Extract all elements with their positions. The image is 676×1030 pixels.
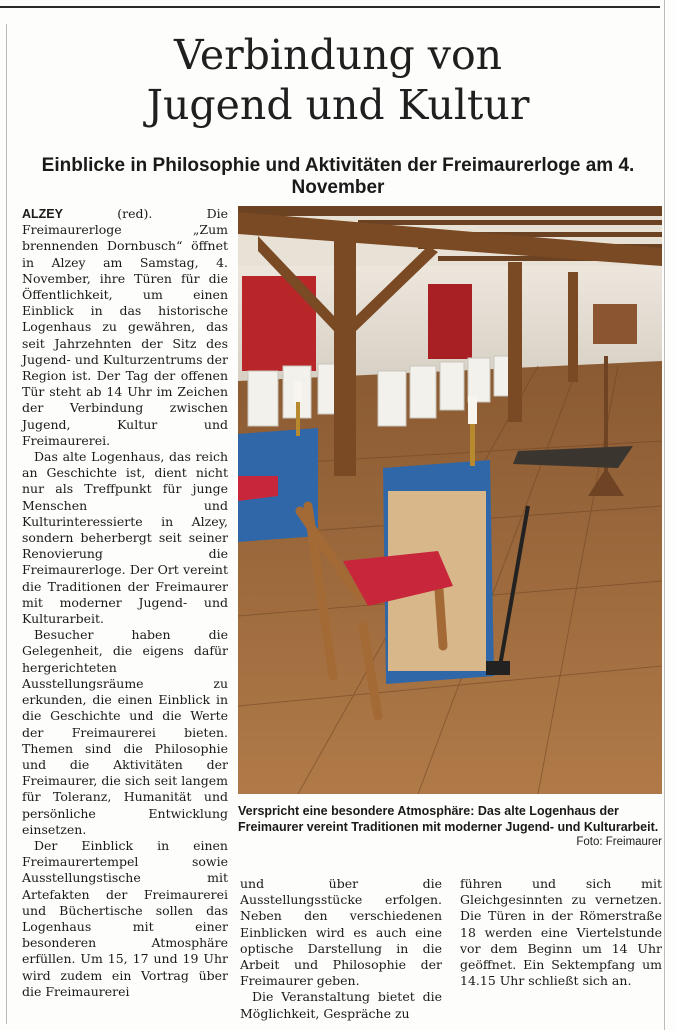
headline-line-1: Verbindung von — [173, 31, 503, 79]
photo-credit: Foto: Freimaurer — [576, 836, 662, 848]
text-column-2 — [240, 876, 442, 1022]
paragraph-4: Der Einblick in einen Freimaurertempel sowie Ausstellungstische mit Artefakten der Freimaurerei und Büchertische sollen das Logenhaus mit einer besonderen Atmosphäre erfüllen. Um 15, 17 und 19 Uhr wird zudem ein Vortrag über die Freimaurerei — [22, 837, 228, 999]
paragraph-5: und über die Ausstellungsstücke erfolgen. Neben den verschiedenen Einblicken wird es auch eine optische Darstellung in die Arbeit und Philosophie der Freimaurer geben. — [240, 876, 442, 989]
subheadline: Einblicke in Philosophie und Aktivitäten der Freimaurerloge am 4. November — [41, 155, 635, 198]
paragraph-3: Besucher haben die Gelegenheit, die eigens dafür hergerichteten Ausstellungsräume zu erkunden, die einen Einblick in die Geschichte und die Werte der Freimaurerei bieten. Themen sind die Philosophie und die Aktivitäten der Freimaurer, die sich seit langem für Toleranz, Humanität und persönliche Entwicklung einsetzen. — [22, 627, 228, 837]
dateline: ALZEY — [22, 207, 63, 221]
headline — [0, 30, 676, 130]
text-column-3 — [460, 876, 662, 989]
lodge-interior-illustration — [238, 206, 662, 794]
paragraph-1 — [22, 206, 228, 449]
photo-caption: Verspricht eine besondere Atmosphäre: Das alte Logenhaus der Freimaurer vereint Traditionen mit moderner Jugend- und Kulturarbeit. — [238, 804, 659, 834]
headline-line-2: Jugend und Kultur — [146, 81, 530, 129]
dateline-suffix: (red). — [62, 206, 207, 221]
paragraph-1-text: Die Freimaurerloge „Zum brennenden Dornbusch“ öffnet in Alzey am Samstag, 4. November, ihre Türen für die Öffentlichkeit, um einen Einblick in das historische Logenhaus zu gewähren, das seit Jahrzehnten der Sitz des Jugend- und Kulturzentrums der Region ist. Der Tag der offenen Tür steht ab 14 Uhr im Zeichen der Verbindung zwischen Jugend, Kultur und Freimaurerei. — [22, 206, 228, 448]
paragraph-7: führen und sich mit Gleichgesinnten zu vernetzen. Die Türen in der Römerstraße 18 werden eine Viertelstunde vor dem Beginn um 14 Uhr geöffnet. Ein Sektempfang um 14.15 Uhr schließt sich an. — [460, 876, 662, 989]
paragraph-2: Das alte Logenhaus, das reich an Geschichte ist, dient nicht nur als Treffpunkt für junge Menschen und Kulturinteressierte in Alzey, sondern beherbergt seit seiner Renovierung die Freimaurerloge. Der Ort vereint die Traditionen der Freimaurer mit moderner Jugend- und Kulturarbeit. — [22, 449, 228, 627]
top-rule — [0, 6, 660, 8]
paragraph-6: Die Veranstaltung bietet die Möglichkeit, Gespräche zu — [240, 989, 442, 1021]
text-column-1 — [22, 206, 228, 1000]
article-photo — [238, 206, 662, 794]
